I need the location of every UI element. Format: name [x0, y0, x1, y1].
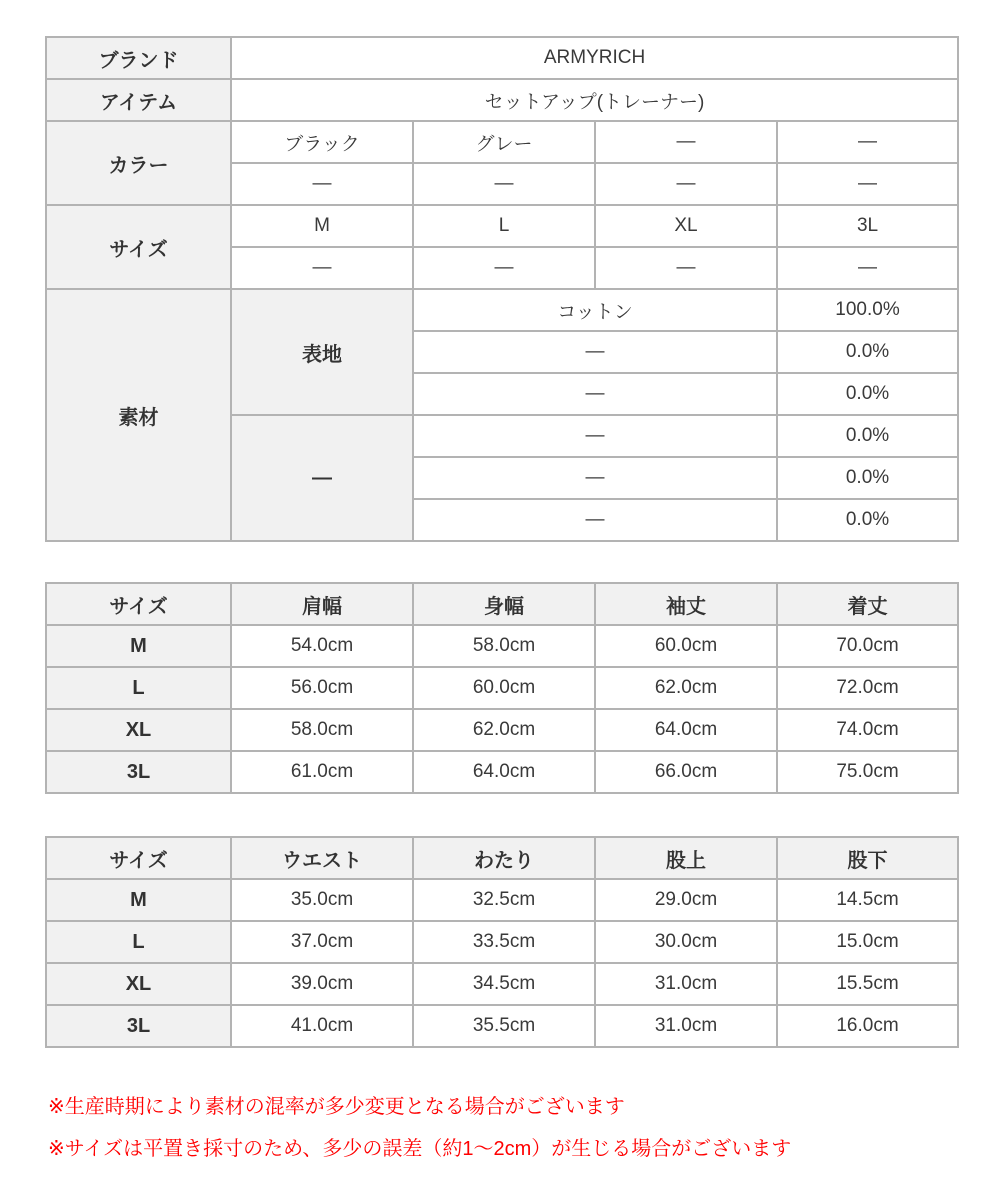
measure-cell: 32.5cm: [413, 879, 595, 921]
material-group-label-cell: —: [231, 415, 413, 541]
color-value-cell: —: [231, 163, 413, 205]
material-group-label-cell: 表地: [231, 289, 413, 415]
row-size-cell: XL: [46, 709, 231, 751]
material-name-cell: —: [413, 373, 777, 415]
color-value-cell: —: [595, 163, 777, 205]
color-value-cell: グレー: [413, 121, 595, 163]
color-row-1: [46, 121, 958, 163]
header-row: [46, 837, 958, 879]
table-row: [46, 963, 958, 1005]
row-size-cell: L: [46, 921, 231, 963]
size-value-cell: L: [413, 205, 595, 247]
note-size-tolerance: ※サイズは平置き採寸のため、多少の誤差（約1〜2cm）が生じる場合がございます: [48, 1138, 792, 1160]
table-row: [46, 921, 958, 963]
size-row-1: [46, 205, 958, 247]
col-header-sleeve: 袖丈: [595, 583, 777, 625]
item-label-cell: アイテム: [46, 79, 231, 121]
measure-cell: 14.5cm: [777, 879, 958, 921]
row-size-cell: M: [46, 879, 231, 921]
measure-cell: 75.0cm: [777, 751, 958, 793]
item-value-cell: セットアップ(トレーナー): [231, 79, 958, 121]
measure-cell: 29.0cm: [595, 879, 777, 921]
material-name-cell: —: [413, 499, 777, 541]
measure-cell: 16.0cm: [777, 1005, 958, 1047]
item-row: [46, 79, 958, 121]
row-size-cell: 3L: [46, 751, 231, 793]
product-spec-table: [45, 36, 959, 542]
measure-cell: 72.0cm: [777, 667, 958, 709]
measure-cell: 64.0cm: [595, 709, 777, 751]
material-percent-cell: 0.0%: [777, 499, 958, 541]
brand-label-cell: ブランド: [46, 37, 231, 79]
col-header-shoulder: 肩幅: [231, 583, 413, 625]
measure-cell: 56.0cm: [231, 667, 413, 709]
color-value-cell: —: [413, 163, 595, 205]
table-row: [46, 625, 958, 667]
material-percent-cell: 0.0%: [777, 415, 958, 457]
material-name-cell: —: [413, 457, 777, 499]
size-value-cell: —: [231, 247, 413, 289]
table-row: [46, 1005, 958, 1047]
col-header-rise: 股上: [595, 837, 777, 879]
header-row: [46, 583, 958, 625]
bottom-measurement-table: [45, 836, 959, 1048]
size-value-cell: —: [595, 247, 777, 289]
size-value-cell: —: [777, 247, 958, 289]
measure-cell: 37.0cm: [231, 921, 413, 963]
measure-cell: 35.5cm: [413, 1005, 595, 1047]
measure-cell: 54.0cm: [231, 625, 413, 667]
table-row: [46, 879, 958, 921]
size-value-cell: M: [231, 205, 413, 247]
color-value-cell: —: [777, 163, 958, 205]
measure-cell: 66.0cm: [595, 751, 777, 793]
brand-value-cell: ARMYRICH: [231, 37, 958, 79]
size-value-cell: XL: [595, 205, 777, 247]
measure-cell: 58.0cm: [231, 709, 413, 751]
row-size-cell: XL: [46, 963, 231, 1005]
material-percent-cell: 0.0%: [777, 331, 958, 373]
material-percent-cell: 100.0%: [777, 289, 958, 331]
material-name-cell: —: [413, 415, 777, 457]
measure-cell: 33.5cm: [413, 921, 595, 963]
col-header-body-width: 身幅: [413, 583, 595, 625]
measure-cell: 30.0cm: [595, 921, 777, 963]
measure-cell: 15.0cm: [777, 921, 958, 963]
material-percent-cell: 0.0%: [777, 457, 958, 499]
measure-cell: 31.0cm: [595, 963, 777, 1005]
measure-cell: 60.0cm: [413, 667, 595, 709]
row-size-cell: M: [46, 625, 231, 667]
material-row: [46, 289, 958, 331]
table-row: [46, 751, 958, 793]
measure-cell: 61.0cm: [231, 751, 413, 793]
measure-cell: 74.0cm: [777, 709, 958, 751]
col-header-waist: ウエスト: [231, 837, 413, 879]
measure-cell: 41.0cm: [231, 1005, 413, 1047]
table-row: [46, 667, 958, 709]
measure-cell: 35.0cm: [231, 879, 413, 921]
color-value-cell: —: [595, 121, 777, 163]
color-value-cell: ブラック: [231, 121, 413, 163]
measure-cell: 62.0cm: [413, 709, 595, 751]
material-name-cell: —: [413, 331, 777, 373]
size-value-cell: 3L: [777, 205, 958, 247]
material-label-cell: 素材: [46, 289, 231, 541]
footnotes: [45, 1094, 1000, 1162]
row-size-cell: L: [46, 667, 231, 709]
color-value-cell: —: [777, 121, 958, 163]
material-name-cell: コットン: [413, 289, 777, 331]
measure-cell: 31.0cm: [595, 1005, 777, 1047]
measure-cell: 60.0cm: [595, 625, 777, 667]
material-percent-cell: 0.0%: [777, 373, 958, 415]
brand-row: [46, 37, 958, 79]
top-measurement-table: [45, 582, 959, 794]
size-label-cell: サイズ: [46, 205, 231, 289]
measure-cell: 58.0cm: [413, 625, 595, 667]
note-material-ratio: ※生産時期により素材の混率が多少変更となる場合がございます: [48, 1096, 625, 1118]
measure-cell: 39.0cm: [231, 963, 413, 1005]
color-label-cell: カラー: [46, 121, 231, 205]
measure-cell: 15.5cm: [777, 963, 958, 1005]
size-value-cell: —: [413, 247, 595, 289]
table-row: [46, 709, 958, 751]
col-header-length: 着丈: [777, 583, 958, 625]
col-header-size: サイズ: [46, 583, 231, 625]
col-header-size: サイズ: [46, 837, 231, 879]
measure-cell: 70.0cm: [777, 625, 958, 667]
col-header-inseam: 股下: [777, 837, 958, 879]
measure-cell: 34.5cm: [413, 963, 595, 1005]
col-header-thigh: わたり: [413, 837, 595, 879]
measure-cell: 64.0cm: [413, 751, 595, 793]
measure-cell: 62.0cm: [595, 667, 777, 709]
row-size-cell: 3L: [46, 1005, 231, 1047]
